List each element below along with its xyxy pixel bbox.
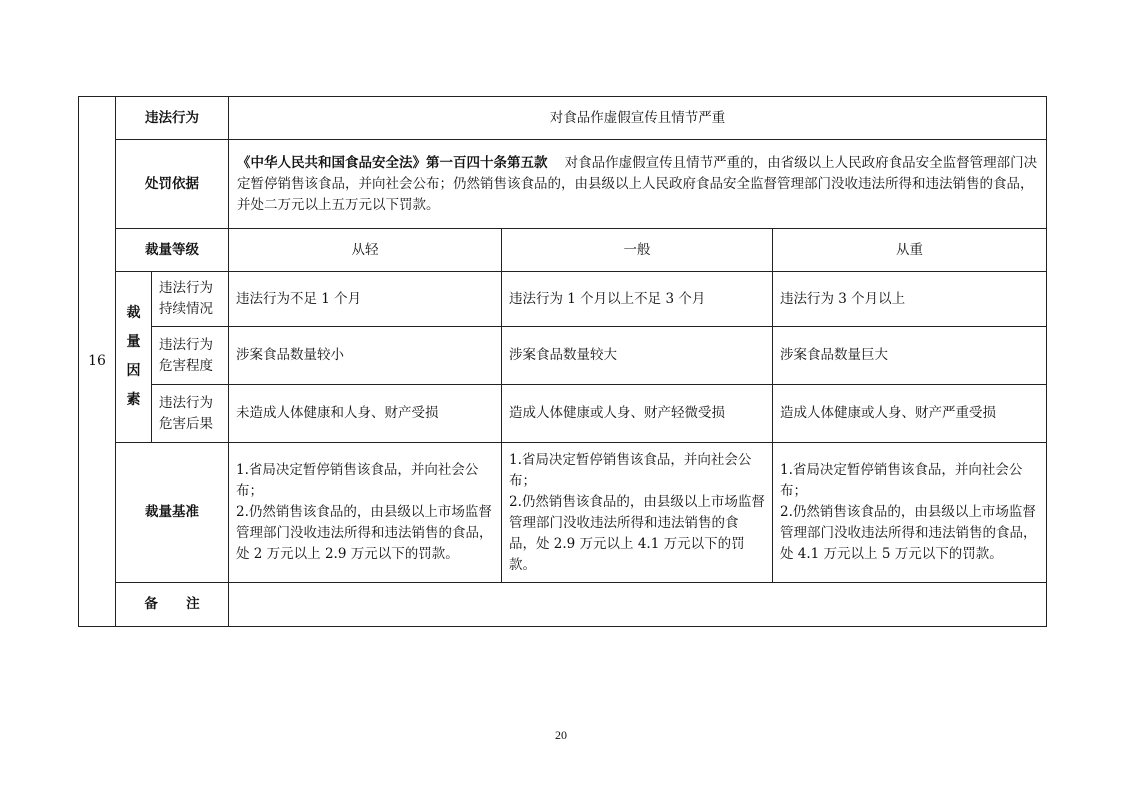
standard-label: 裁量基准	[116, 443, 229, 583]
remarks-label-char: 备	[144, 596, 158, 612]
item-number: 16	[79, 97, 116, 627]
factors-label-char: 因	[126, 363, 141, 379]
standard-text: 2.仍然销售该食品的，由县级以上市场监督管理部门没收违法所得和违法销售的食品，处 2 万元以上 2.9 万元以下的罚款。	[236, 504, 493, 562]
standard-text: 1.省局决定暂停销售该食品，并向社会公布；	[509, 451, 752, 489]
factor-name-line: 持续情况	[159, 301, 213, 317]
factors-label-char: 素	[126, 392, 141, 408]
level-heavy: 从重	[773, 229, 1047, 272]
standard-text: 1.省局决定暂停销售该食品，并向社会公布；	[236, 462, 479, 499]
standard-text: 1.省局决定暂停销售该食品，并向社会公布；	[780, 462, 1023, 499]
discretion-table	[78, 96, 1047, 627]
remarks-value	[229, 583, 1047, 627]
factor-name-line: 危害后果	[159, 415, 213, 432]
remarks-label	[116, 583, 229, 627]
standard-row	[79, 443, 1047, 583]
standard-normal	[502, 443, 773, 583]
factor-name-line: 违法行为	[159, 336, 213, 353]
basis-content	[229, 140, 1047, 229]
factor-row	[79, 327, 1047, 385]
factor-light: 违法行为不足 1 个月	[229, 272, 502, 327]
basis-row	[79, 140, 1047, 229]
standard-heavy	[773, 443, 1047, 583]
basis-label: 处罚依据	[116, 140, 229, 229]
factor-name	[152, 327, 229, 385]
basis-law-title: 《中华人民共和国食品安全法》第一百四十条第五款	[237, 154, 548, 171]
violation-value: 对食品作虚假宣传且情节严重	[229, 97, 1047, 140]
level-light: 从轻	[229, 229, 502, 272]
violation-row	[79, 97, 1047, 140]
standard-light	[229, 443, 502, 583]
factor-name	[152, 385, 229, 443]
level-normal: 一般	[502, 229, 773, 272]
factor-normal: 违法行为 1 个月以上不足 3 个月	[502, 272, 773, 327]
levels-label: 裁量等级	[116, 229, 229, 272]
factors-label	[116, 272, 152, 443]
factors-label-char: 量	[126, 334, 141, 350]
factors-label-char: 裁	[126, 305, 141, 321]
violation-label: 违法行为	[116, 97, 229, 140]
factor-heavy: 涉案食品数量巨大	[773, 327, 1047, 385]
factor-name-line: 违法行为	[159, 280, 213, 296]
factor-heavy: 违法行为 3 个月以上	[773, 272, 1047, 327]
factor-row	[79, 272, 1047, 327]
page-number: 20	[555, 728, 567, 742]
factor-heavy: 造成人体健康或人身、财产严重受损	[773, 385, 1047, 443]
factor-normal: 造成人体健康或人身、财产轻微受损	[502, 385, 773, 443]
factor-light: 涉案食品数量较小	[229, 327, 502, 385]
factor-name-line: 危害程度	[159, 357, 213, 374]
factor-light: 未造成人体健康和人身、财产受损	[229, 385, 502, 443]
standard-text: 2.仍然销售该食品的，由县级以上市场监督管理部门没收违法所得和违法销售的食品，处 2.9 万元以上 4.1 万元以下的罚款。	[509, 493, 765, 573]
remarks-label-char: 注	[186, 596, 200, 612]
levels-row	[79, 229, 1047, 272]
factor-normal: 涉案食品数量较大	[502, 327, 773, 385]
standard-text: 2.仍然销售该食品的，由县级以上市场监督管理部门没收违法所得和违法销售的食品，处 4.1 万元以上 5 万元以下的罚款。	[780, 504, 1037, 562]
remarks-row	[79, 583, 1047, 627]
basis-text: 对食品作虚假宣传且情节严重的，由省级以上人民政府食品安全监督管理部门决定暂停销售该食品，并向社会公布；仍然销售该食品的，由县级以上人民政府食品安全监督管理部门没收违法所得和违法销售的食品，并处二万元以上五万元以下罚款。	[237, 154, 1038, 213]
factor-row	[79, 385, 1047, 443]
factor-name	[152, 272, 229, 327]
factor-name-line: 违法行为	[159, 394, 213, 411]
